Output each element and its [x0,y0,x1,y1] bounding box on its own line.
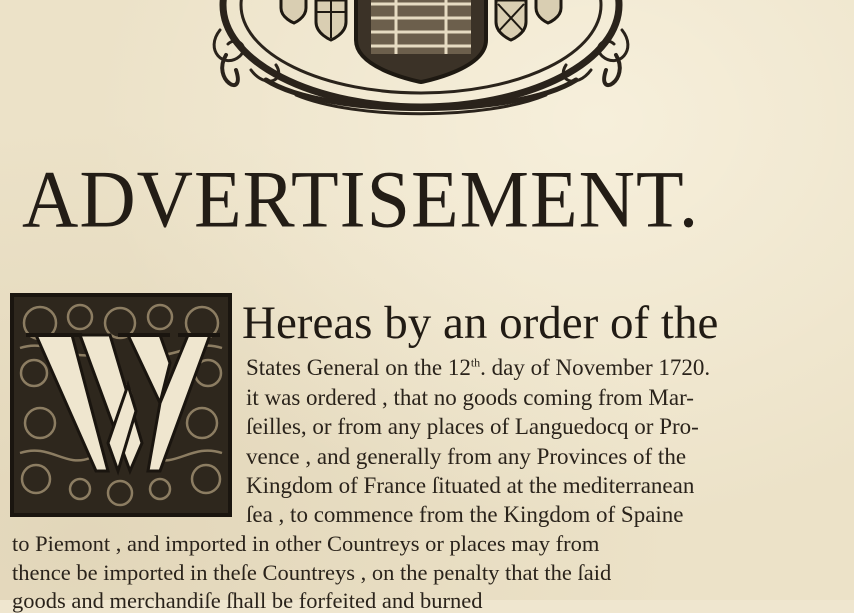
document-title: ADVERTISEMENT. [22,152,700,245]
decorated-initial-w [10,293,232,517]
body-line: vence , and generally from any Provinces of the [246,444,687,469]
body-line: thence be imported in theſe Countreys , on the penalty that the ſaid [12,560,612,585]
ordinal-suffix: th [470,355,481,370]
body-line: to Piemont , and imported in other Countreys or places may from [12,531,600,556]
body-line: ſea , to commence from the Kingdom of Spaine [246,502,684,527]
body-line [246,356,710,379]
coat-of-arms-emblem [206,0,636,125]
body-line: Kingdom of France ſituated at the mediterranean [246,473,695,498]
body-line-1-text: States General on the 12 [246,355,471,380]
body-line-1-tail: . day of November 1720. [480,355,711,380]
body-line: it was ordered , that no goods coming from Mar- [246,385,694,410]
body-line: goods and merchandiſe ſhall be forfeited and burned [12,588,483,613]
body-line: ſeilles, or from any places of Languedocq or Pro- [246,414,699,439]
lead-text: Hereas by an order of the [242,297,719,349]
